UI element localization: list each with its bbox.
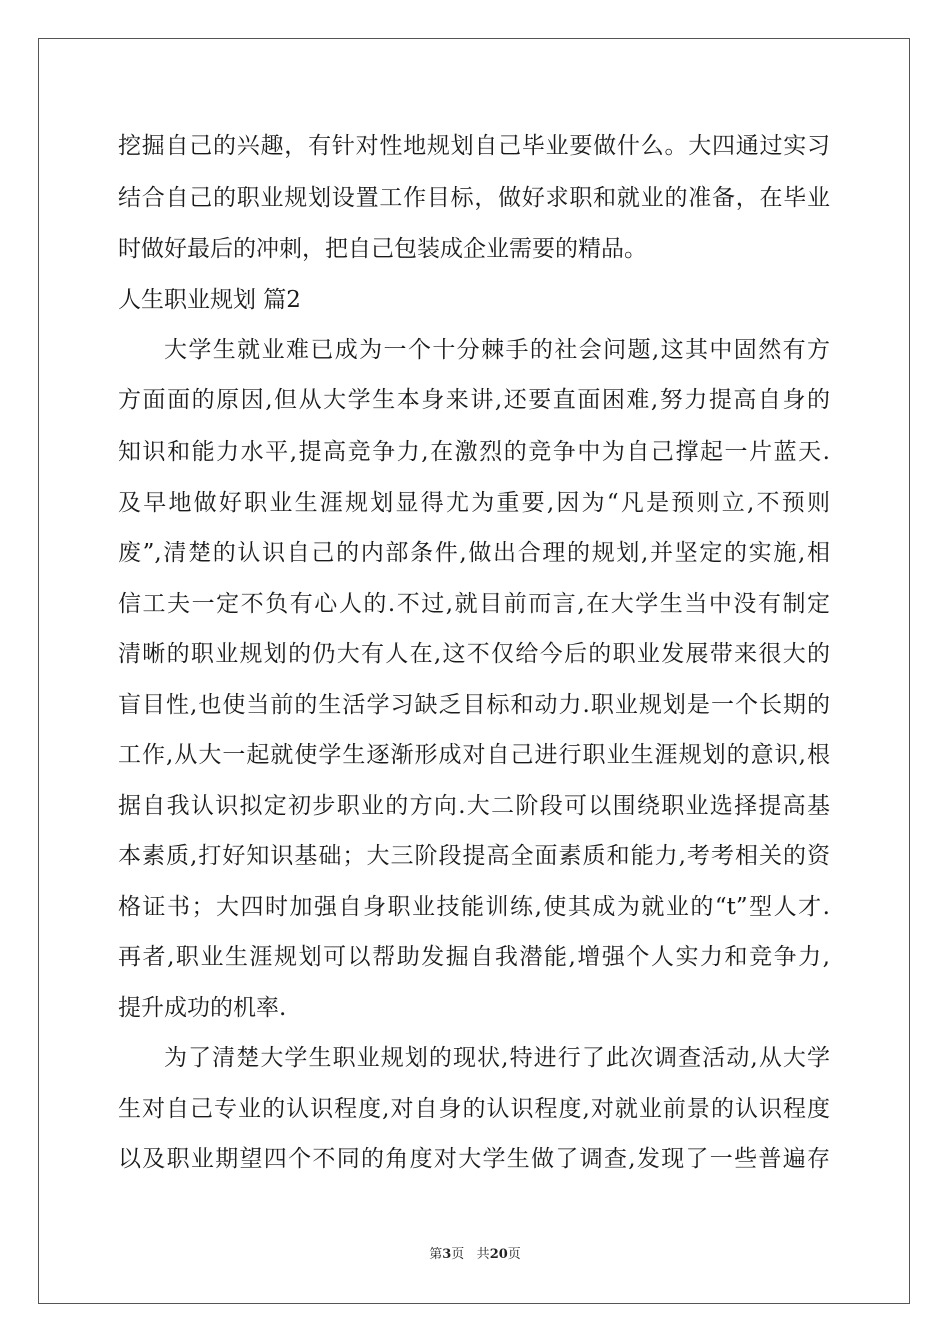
text-line: 及早地做好职业生涯规划显得尤为重要,因为“凡是预则立,不预则: [118, 490, 830, 516]
text-line: 信工夫一定不负有心人的.不过,就目前而言,在大学生当中没有制定: [118, 591, 830, 617]
text-line: 知识和能力水平,提高竞争力,在激烈的竞争中为自己撑起一片蓝天.: [118, 439, 830, 465]
text-line: 本素质,打好知识基础；大三阶段提高全面素质和能力,考考相关的资: [118, 843, 830, 869]
text-line: 挖掘自己的兴趣，有针对性地规划自己毕业要做什么。大四通过实习: [118, 133, 830, 159]
page-footer: [0, 1246, 950, 1264]
section-heading: 人生职业规划 篇2: [118, 287, 301, 313]
text-line: 格证书；大四时加强自身职业技能训练,使其成为就业的“t”型人才.: [118, 894, 830, 920]
total-pages: 20: [489, 1247, 508, 1262]
text-line: 方面面的原因,但从大学生本身来讲,还要直面困难,努力提高自身的: [118, 387, 830, 413]
text-line: 据自我认识拟定初步职业的方向.大二阶段可以围绕职业选择提高基: [118, 793, 830, 819]
text-line: 清晰的职业规划的仍大有人在,这不仅给今后的职业发展带来很大的: [118, 641, 830, 667]
text-line: 时做好最后的冲刺，把自己包装成企业需要的精品。: [118, 236, 647, 262]
text-line: 盲目性,也使当前的生活学习缺乏目标和动力.职业规划是一个长期的: [118, 692, 830, 718]
total-suffix: 页: [507, 1247, 521, 1262]
page-number: 3: [442, 1247, 452, 1262]
page-suffix: 页: [451, 1247, 465, 1262]
text-line: 为了清楚大学生职业规划的现状,特进行了此次调查活动,从大学: [164, 1045, 830, 1071]
total-prefix: 共: [476, 1247, 490, 1262]
text-line: 大学生就业难已成为一个十分棘手的社会问题,这其中固然有方: [164, 337, 830, 363]
text-line: 工作,从大一起就使学生逐渐形成对自己进行职业生涯规划的意识,根: [118, 742, 830, 768]
text-line: 再者,职业生涯规划可以帮助发掘自我潜能,增强个人实力和竞争力,: [118, 944, 830, 970]
text-line: 废”,清楚的认识自己的内部条件,做出合理的规划,并坚定的实施,相: [118, 540, 830, 566]
page-prefix: 第: [429, 1247, 443, 1262]
text-line: 以及职业期望四个不同的角度对大学生做了调查,发现了一些普遍存: [118, 1146, 830, 1172]
text-line: 结合自己的职业规划设置工作目标，做好求职和就业的准备，在毕业: [118, 185, 830, 211]
text-line: 生对自己专业的认识程度,对自身的认识程度,对就业前景的认识程度: [118, 1096, 830, 1122]
text-line: 提升成功的机率.: [118, 995, 287, 1021]
